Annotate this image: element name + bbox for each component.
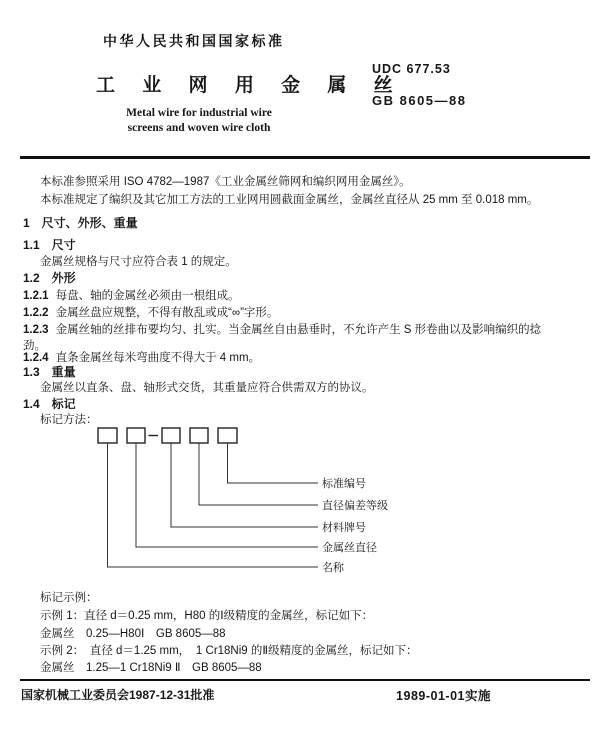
- clause-1-2-4-number: 1.2.4: [23, 352, 49, 364]
- diagram-label-wire-diameter: 金属丝直径: [322, 542, 377, 554]
- marking-box-deviation-grade: [190, 428, 208, 443]
- clause-1-2-2-number: 1.2.2: [23, 307, 49, 319]
- section-1-1-text: 金属丝规格与尺寸应符合表 1 的规定。: [40, 256, 237, 268]
- diagram-label-name: 名称: [322, 562, 344, 574]
- diagram-label-material-grade: 材料牌号: [322, 522, 366, 534]
- clause-1-2-3-number: 1.2.3: [23, 324, 49, 336]
- marking-box-material-grade: [162, 428, 180, 443]
- diagram-label-deviation-grade: 直径偏差等级: [322, 500, 388, 512]
- udc-number: UDC 677.53: [372, 62, 451, 76]
- example-1-marking: 金属丝 0.25—H80Ⅰ GB 8605—88: [40, 628, 226, 640]
- clause-1-2-2-text: 金属丝盘应规整，不得有散乱或成“∞”字形。: [55, 307, 279, 319]
- example-2-marking: 金属丝 1.25—1 Cr18Ni9 Ⅱ GB 8605—88: [40, 662, 262, 674]
- section-1-3-heading: 1.3 重量: [23, 365, 76, 379]
- connector-line-deviation-grade: [199, 443, 318, 505]
- marking-designation-diagram: [0, 420, 600, 590]
- clause-1-2-1-number: 1.2.1: [23, 290, 49, 302]
- footer-divider-rule: [20, 679, 590, 681]
- clause-1-2-3-text: 金属丝轴的丝排布要均匀、扎实。当金属丝自由悬垂时，不允许产生 S 形卷曲以及影响编织的捻: [55, 324, 542, 336]
- section-1-4-heading: 1.4 标记: [23, 397, 76, 411]
- header-divider-rule: [20, 156, 590, 159]
- footer-implementation-date: 1989-01-01实施: [396, 689, 491, 703]
- title-english-line1: Metal wire for industrial wire: [126, 107, 272, 119]
- intro-paragraph-2: 本标准规定了编织及其它加工方法的工业网用圆截面金属丝，金属丝直径从 25 mm 至 0.018 mm。: [40, 194, 539, 206]
- marking-method-label: 标记方法：: [40, 414, 98, 426]
- document-title-english: [93, 106, 305, 136]
- section-1-3-text: 金属丝以直条、盘、轴形式交货，其重量应符合供需双方的协议。: [40, 382, 374, 394]
- clause-1-2-2: [23, 307, 278, 320]
- national-standard-header: 中华人民共和国国家标准: [103, 33, 285, 49]
- clause-1-2-3: [23, 324, 541, 337]
- section-1-heading: 1 尺寸、外形、重量: [23, 216, 138, 230]
- example-1-description: 示例 1：直径 d＝0.25 mm，H80 的Ⅰ级精度的金属丝，标记如下：: [40, 610, 374, 622]
- connector-line-material-grade: [171, 443, 318, 527]
- clause-1-2-3-continuation: 劲。: [23, 340, 46, 352]
- connector-line-standard-number: [228, 443, 319, 483]
- clause-1-2-1: [23, 290, 240, 303]
- section-1-1-heading: 1.1 尺寸: [23, 238, 76, 252]
- clause-1-2-1-text: 每盘、轴的金属丝必须由一根组成。: [55, 290, 240, 302]
- footer-approval: 国家机械工业委员会1987-12-31批准: [21, 688, 215, 702]
- diagram-label-standard-number: 标准编号: [322, 478, 366, 490]
- clause-1-2-4-text: 直条金属丝每米弯曲度不得大于 4 mm。: [55, 352, 261, 364]
- example-2-description: 示例 2： 直径 d＝1.25 mm， 1 Cr18Ni9 的Ⅱ级精度的金属丝，标记如下：: [40, 645, 418, 657]
- clause-1-2-4: [23, 352, 260, 365]
- title-english-line2: screens and woven wire cloth: [127, 122, 271, 134]
- marking-box-wire-diameter: [127, 428, 145, 443]
- document-title-chinese: 工 业 网 用 金 属 丝: [96, 75, 404, 96]
- standard-number: GB 8605—88: [372, 93, 467, 108]
- intro-paragraph-1: 本标准参照采用 ISO 4782—1987《工业金属丝筛网和编织网用金属丝》。: [40, 176, 411, 188]
- section-1-2-heading: 1.2 外形: [23, 271, 76, 285]
- marking-box-name: [98, 428, 117, 443]
- marking-examples-heading: 标记示例：: [40, 592, 98, 604]
- marking-box-standard-number: [218, 428, 237, 443]
